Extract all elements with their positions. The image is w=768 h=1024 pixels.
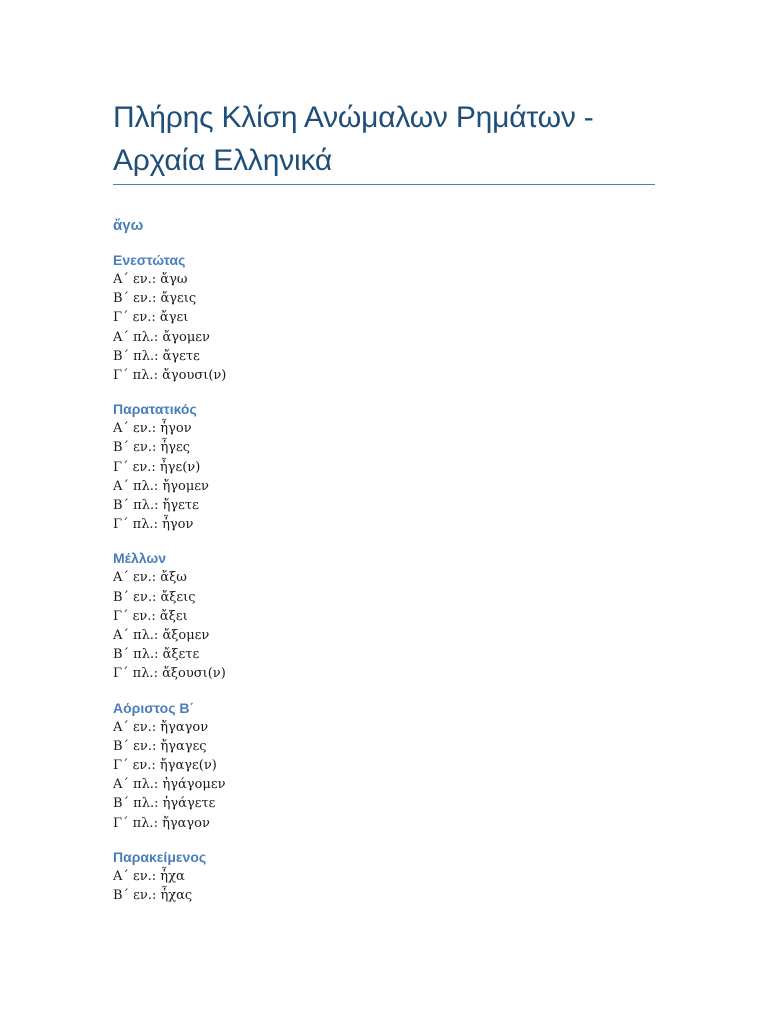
- conjugation-form: Γ΄ εν.: ἤγαγε(ν): [113, 758, 217, 774]
- conjugation-form: Β΄ εν.: ἄγεις: [113, 291, 197, 307]
- conjugation-list: [113, 568, 655, 683]
- conjugation-form: Α΄ εν.: ἄγω: [113, 272, 188, 287]
- tense-section: [113, 847, 655, 905]
- conjugation-form: Γ΄ εν.: ἄγει: [113, 310, 189, 326]
- conjugation-form: Α΄ πλ.: ἤγομεν: [113, 478, 209, 494]
- tense-section: [113, 399, 655, 534]
- title-underline: [113, 184, 655, 185]
- tense-title: Μέλλων: [113, 550, 166, 567]
- conjugation-list: [113, 270, 655, 385]
- tense-section: [113, 548, 655, 683]
- tense-title: Παρατατικός: [113, 401, 197, 418]
- conjugation-form: Β΄ εν.: ἦχας: [113, 888, 193, 904]
- conjugation-form: Γ΄ πλ.: ἤγαγον: [113, 815, 210, 831]
- conjugation-form: Γ΄ εν.: ἄξει: [113, 608, 188, 624]
- tense-title: Αόριστος Β΄: [113, 699, 195, 716]
- conjugation-form: Α΄ πλ.: ἄξομεν: [113, 628, 210, 644]
- conjugation-form: Α΄ εν.: ἤγαγον: [113, 719, 209, 735]
- conjugation-form: Γ΄ πλ.: ἄγουσι(ν): [113, 368, 227, 384]
- tense-title: Παρακείμενος: [113, 848, 207, 865]
- document-title: [113, 0, 655, 182]
- conjugation-form: Α΄ εν.: ἦχα: [113, 868, 185, 884]
- conjugation-form: Β΄ πλ.: ἤγετε: [113, 498, 199, 514]
- conjugation-form: Γ΄ πλ.: ἄξουσι(ν): [113, 666, 226, 682]
- tense-list: [113, 250, 655, 905]
- conjugation-form: Γ΄ πλ.: ἦγον: [113, 517, 194, 533]
- tense-section: [113, 698, 655, 833]
- tense-title: Ενεστώτας: [113, 252, 186, 268]
- conjugation-form: Β΄ πλ.: ἄξετε: [113, 647, 200, 663]
- title-line-1: Πλήρης Κλίση Ανώμαλων Ρημάτων -: [113, 101, 594, 134]
- document-page: [113, 0, 655, 905]
- conjugation-form: Α΄ εν.: ἦγον: [113, 421, 192, 437]
- conjugation-list: [113, 718, 655, 833]
- conjugation-form: Β΄ εν.: ἄξεις: [113, 589, 196, 605]
- conjugation-form: Β΄ εν.: ἦγες: [113, 440, 191, 456]
- conjugation-form: Α΄ πλ.: ἄγομεν: [113, 329, 210, 345]
- title-line-2: Αρχαία Ελληνικά: [113, 144, 333, 177]
- conjugation-list: [113, 419, 655, 534]
- conjugation-form: Β΄ εν.: ἤγαγες: [113, 738, 207, 754]
- verb-heading: ἄγω: [113, 217, 144, 234]
- conjugation-form: Β΄ πλ.: ἄγετε: [113, 348, 200, 364]
- tense-section: [113, 250, 655, 385]
- conjugation-form: Α΄ εν.: ἄξω: [113, 570, 187, 586]
- conjugation-form: Β΄ πλ.: ἠγάγετε: [113, 796, 216, 812]
- conjugation-form: Α΄ πλ.: ἠγάγομεν: [113, 777, 226, 793]
- conjugation-list: [113, 867, 655, 905]
- conjugation-form: Γ΄ εν.: ἦγε(ν): [113, 459, 201, 475]
